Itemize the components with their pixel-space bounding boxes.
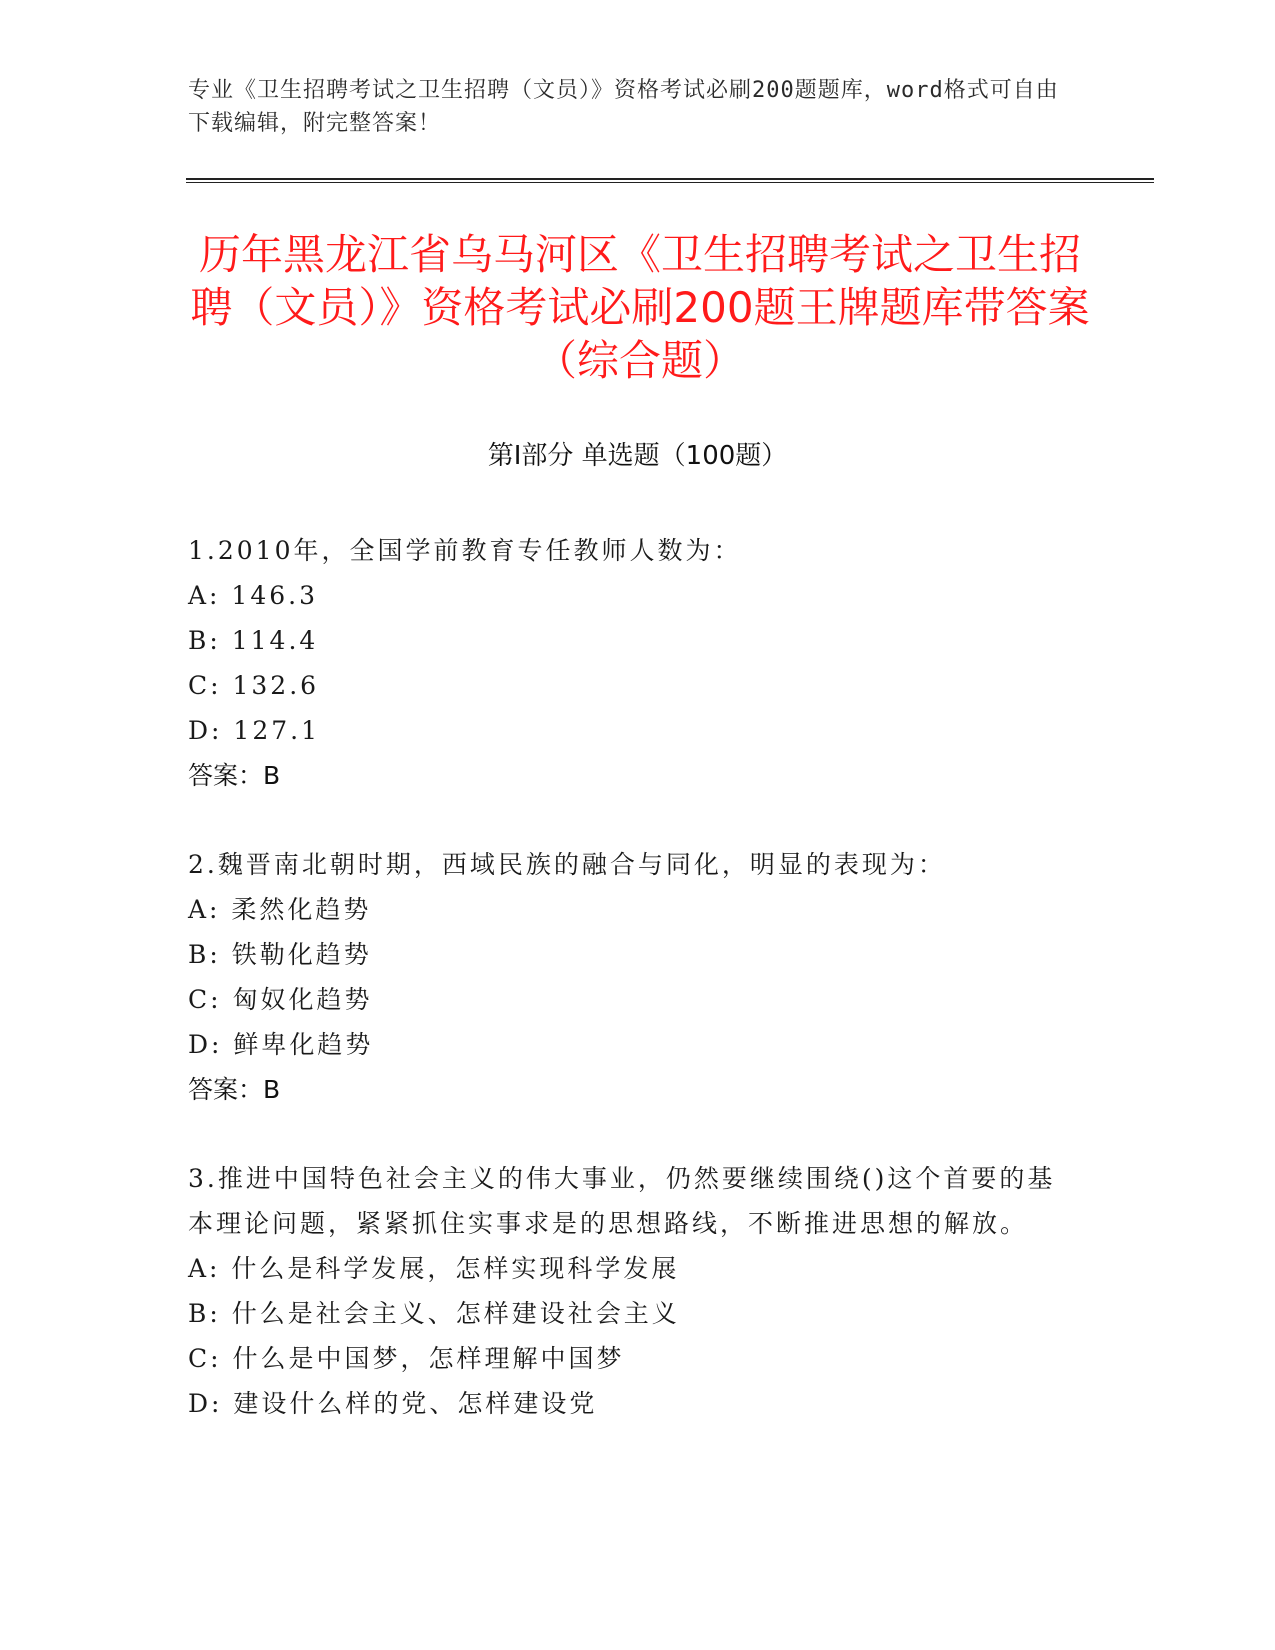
question-stem: 3.推进中国特色社会主义的伟大事业，仍然要继续围绕()这个首要的基本理论问题，紧紧抓住实事求是的思想路线，不断推进思想的解放。 bbox=[188, 1164, 1056, 1238]
option-b: B: 铁勒化趋势 bbox=[188, 940, 372, 969]
question-list bbox=[188, 528, 1068, 1426]
option-b: B: 114.4 bbox=[188, 626, 319, 655]
answer-line: 答案：B bbox=[188, 761, 281, 790]
question-2 bbox=[188, 842, 1068, 1112]
option-c: C: 匈奴化趋势 bbox=[188, 985, 373, 1014]
option-c: C: 132.6 bbox=[188, 671, 320, 700]
option-d: D: 127.1 bbox=[188, 716, 320, 745]
question-spacer bbox=[188, 798, 1068, 842]
question-spacer bbox=[188, 1112, 1068, 1156]
question-3 bbox=[188, 1156, 1068, 1426]
option-a: A: 柔然化趋势 bbox=[188, 895, 372, 924]
header-divider bbox=[186, 178, 1154, 183]
question-stem: 2.魏晋南北朝时期，西域民族的融合与同化，明显的表现为： bbox=[188, 850, 946, 879]
document-title: 历年黑龙江省乌马河区《卫生招聘考试之卫生招聘（文员）》资格考试必刷200题王牌题库带答案（综合题） bbox=[190, 230, 1090, 385]
option-d: D: 建设什么样的党、怎样建设党 bbox=[188, 1389, 598, 1418]
question-stem: 1.2010年，全国学前教育专任教师人数为： bbox=[188, 536, 742, 565]
section-title: 第I部分 单选题（100题） bbox=[487, 441, 788, 471]
answer-line: 答案：B bbox=[188, 1075, 281, 1104]
option-a: A: 什么是科学发展，怎样实现科学发展 bbox=[188, 1254, 680, 1283]
option-b: B: 什么是社会主义、怎样建设社会主义 bbox=[188, 1299, 680, 1328]
option-a: A: 146.3 bbox=[188, 581, 318, 610]
option-c: C: 什么是中国梦，怎样理解中国梦 bbox=[188, 1344, 625, 1373]
question-1 bbox=[188, 528, 1068, 798]
option-d: D: 鲜卑化趋势 bbox=[188, 1030, 374, 1059]
header-note: 专业《卫生招聘考试之卫生招聘（文员）》资格考试必刷200题题库，word格式可自由下载编辑，附完整答案！ bbox=[188, 78, 1059, 136]
